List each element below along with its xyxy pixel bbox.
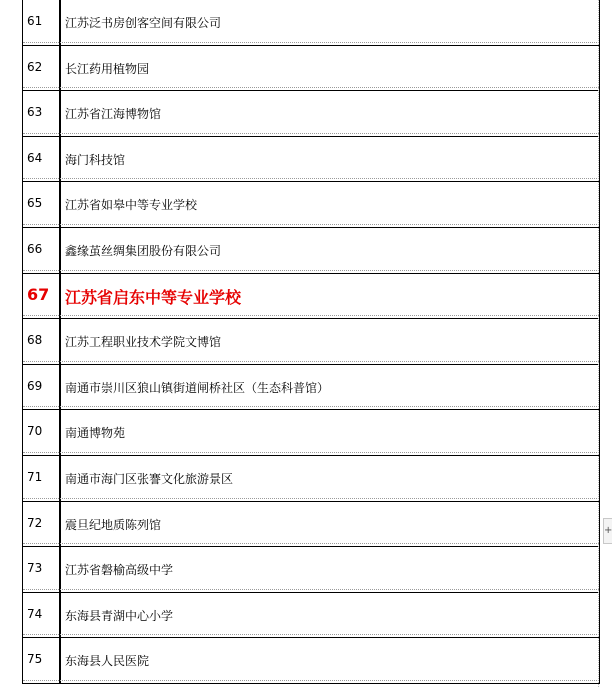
- row-name: 江苏省磐榆高级中学: [65, 563, 174, 578]
- row-name: 江苏泛书房创客空间有限公司: [65, 16, 222, 30]
- row-number: 61: [27, 14, 43, 28]
- row-name: 江苏省启东中等专业学校: [65, 287, 242, 307]
- row-name: 江苏省江海博物馆: [65, 107, 162, 122]
- column-divider: [59, 365, 61, 410]
- row-name: 南通市海门区张謇文化旅游景区: [65, 471, 234, 486]
- column-divider: [59, 410, 61, 455]
- institution-table: [22, 0, 600, 684]
- column-divider: [59, 547, 61, 592]
- table-row: [23, 91, 599, 137]
- row-number: 74: [27, 606, 43, 621]
- table-row: [23, 182, 599, 228]
- column-divider: [59, 182, 61, 227]
- row-name: 江苏省如皋中等专业学校: [65, 198, 198, 213]
- row-name: 海门科技馆: [65, 152, 126, 167]
- table-row: [23, 365, 599, 411]
- row-name: 江苏工程职业技术学院文博馆: [65, 335, 222, 350]
- column-divider: [59, 274, 61, 319]
- row-number: 67: [27, 284, 50, 304]
- row-number: 72: [27, 515, 43, 530]
- column-divider: [59, 228, 61, 273]
- row-name: 南通博物苑: [65, 426, 126, 441]
- row-number: 63: [27, 105, 43, 120]
- row-number: 70: [27, 424, 43, 439]
- table-row: [23, 547, 599, 593]
- table-row: [23, 0, 599, 46]
- row-number: 75: [27, 652, 43, 667]
- row-number: 69: [27, 378, 43, 393]
- column-divider: [59, 638, 61, 683]
- table-row-highlighted: [23, 274, 599, 320]
- column-divider: [59, 91, 61, 136]
- table-row: [23, 319, 599, 365]
- column-divider: [59, 319, 61, 364]
- table-row: [23, 46, 599, 92]
- expand-handle[interactable]: +: [603, 518, 612, 544]
- table-row: [23, 638, 599, 684]
- column-divider: [59, 502, 61, 547]
- table-row: [23, 593, 599, 639]
- row-number: 64: [27, 150, 43, 165]
- row-number: 68: [27, 333, 43, 348]
- row-name: 震旦纪地质陈列馆: [65, 517, 162, 532]
- page-edge-guide: [598, 0, 600, 687]
- row-name: 南通市崇川区狼山镇街道闸桥社区（生态科普馆）: [65, 380, 330, 395]
- row-number: 71: [27, 469, 43, 484]
- column-divider: [59, 456, 61, 501]
- table-row: [23, 228, 599, 274]
- column-divider: [59, 137, 61, 182]
- row-name: 长江药用植物园: [65, 61, 150, 76]
- row-name: 东海县人民医院: [65, 654, 150, 669]
- row-name: 东海县青湖中心小学: [65, 608, 174, 623]
- column-divider: [59, 593, 61, 638]
- row-name: 鑫缘茧丝绸集团股份有限公司: [65, 243, 222, 258]
- row-number: 66: [27, 241, 43, 256]
- row-number: 73: [27, 561, 43, 576]
- table-row: [23, 137, 599, 183]
- row-number: 65: [27, 196, 43, 211]
- table-row: [23, 410, 599, 456]
- column-divider: [59, 46, 61, 91]
- column-divider: [59, 0, 61, 45]
- row-number: 62: [27, 59, 43, 74]
- table-row: [23, 456, 599, 502]
- table-row: [23, 502, 599, 548]
